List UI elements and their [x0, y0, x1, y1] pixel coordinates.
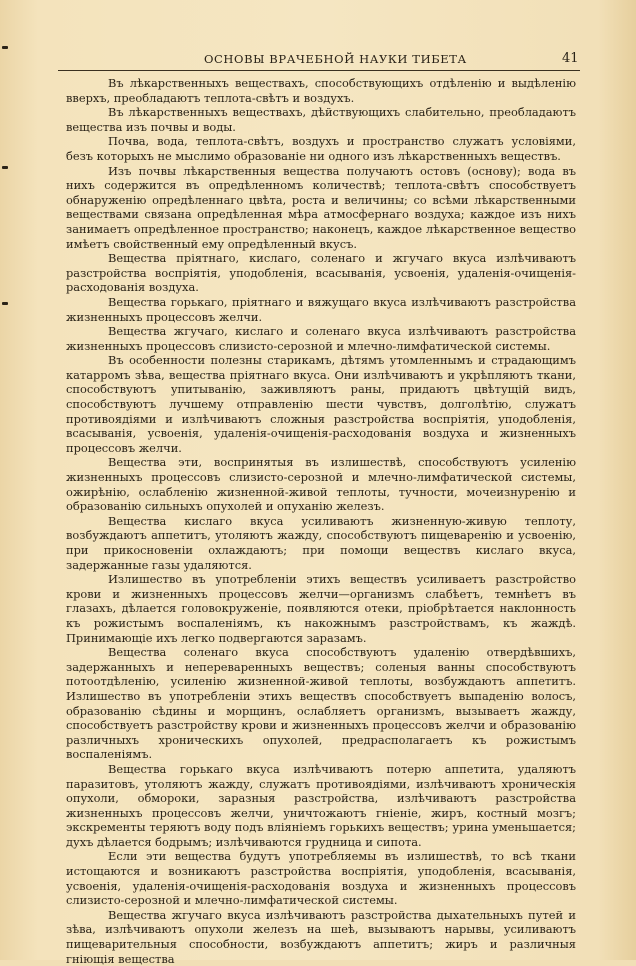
- running-title: ОСНОВЫ ВРАЧЕБНОЙ НАУКИ ТИБЕТА: [204, 52, 467, 66]
- paragraph: Въ лѣкарственныхъ веществахъ, способствующихъ отдѣленію и выдѣленію вверхъ, преобладаютъ теплота-свѣтъ и воздухъ.: [66, 76, 576, 105]
- paragraph: Если эти вещества будутъ употребляемы въ излишествѣ, то всѣ ткани истощаются и возникаютъ разстройства воспріятія, уподобленія, всасыванія, усвоенія, удаленія-очищенія-расходованія воздуха и жизненныхъ процессовъ слизисто-серозной и млечно-лимфатической системы.: [66, 849, 576, 908]
- paragraph: Вещества жгучаго вкуса излѣчиваютъ разстройства дыхательныхъ путей и зѣва, излѣчиваютъ опухоли железъ на шеѣ, вызываютъ нарывы, усиливаютъ пищеварительныя способности, возбуждаютъ аппетитъ; жиръ и различныя гніющія вещества: [66, 907, 576, 966]
- page-number: 41: [562, 51, 579, 66]
- paragraph: Вещества эти, воспринятыя въ излишествѣ, способствуютъ усиленію жизненныхъ процессовъ слизисто-серозной и млечно-лимфатической системы, ожирѣнію, ослабленію жизненной-живой теплоты, тучности, мочеизнуренію и образованію сильныхъ опухолей и опуханію железъ.: [66, 455, 576, 514]
- paragraph: Вещества горькаго, пріятнаго и вяжущаго вкуса излѣчиваютъ разстройства жизненныхъ процессовъ желчи.: [66, 294, 576, 324]
- header-rule: [58, 70, 580, 71]
- paragraph: Излишество въ употребленіи этихъ веществъ усиливаетъ разстройство крови и жизненныхъ процессовъ желчи—организмъ слабѣетъ, темнѣетъ въ глазахъ, дѣлается головокруженіе, появляются отеки, пріобрѣтается наклонность къ рожистымъ воспаленіямъ, къ накожнымъ разстройствамъ, къ жаждѣ. Принимающіе ихъ легко подвергаются заразамъ.: [66, 572, 576, 645]
- paragraph: Вещества кислаго вкуса усиливаютъ жизненную-живую теплоту, возбуждаютъ аппетитъ, утоляютъ жажду, способствуютъ пищеваренію и усвоенію, при прикосновеніи охлаждаютъ; при помощи веществъ кислаго вкуса, задержанные газы удаляются.: [66, 513, 576, 572]
- margin-mark: [2, 166, 8, 169]
- margin-mark: [2, 302, 8, 305]
- paragraph: Вещества соленаго вкуса способствуютъ удаленію отвердѣвшихъ, задержанныхъ и непереваренныхъ веществъ; соленыя ванны способствуютъ потоотдѣленію, усиленію жизненной-живой теплоты, возбуждаютъ аппетитъ. Излишество въ употребленіи этихъ веществъ способствуетъ выпаденію волосъ, образованію сѣдины и морщинъ, ослабляетъ организмъ, вызываетъ жажду, способствуетъ разстройству крови и жизненныхъ процессовъ желчи и образованію различныхъ хроническихъ опухолей, предрасполагаетъ къ рожистымъ воспаленіямъ.: [66, 645, 576, 762]
- running-header: [0, 50, 636, 70]
- paragraph: Вещества пріятнаго, кислаго, соленаго и жгучаго вкуса излѣчиваютъ разстройства воспріятія, уподобленія, всасыванія, усвоенія, удаленія-очищенія-расходованія воздуха.: [66, 251, 576, 295]
- margin-mark: [2, 46, 8, 49]
- paragraph: Почва, вода, теплота-свѣтъ, воздухъ и пространство служатъ условіями, безъ которыхъ не мыслимо образованіе ни одного изъ лѣкарственныхъ веществъ.: [66, 134, 576, 163]
- paragraph: Изъ почвы лѣкарственныя вещества получаютъ остовъ (основу); вода въ нихъ содержится въ опредѣленномъ количествѣ; теплота-свѣтъ способствуетъ обнаруженію опредѣленнаго цвѣта, роста и величины; со всѣми лѣкарственными веществами связана опредѣленная мѣра атмосфернаго воздуха; каждое изъ нихъ занимаетъ опредѣленное пространство; наконецъ, каждое лѣкарственное вещество имѣетъ свойственный ему опредѣленный вкусъ.: [66, 163, 576, 251]
- paragraph: Вещества горькаго вкуса излѣчиваютъ потерю аппетита, удаляютъ паразитовъ, утоляютъ жажду, служатъ противоядіями, излѣчиваютъ хроническія опухоли, обмороки, заразныя разстройства, излѣчиваютъ разстройства жизненныхъ процессовъ желчи, уничтожаютъ гніеніе, жиръ, костный мозгъ; экскременты теряютъ воду подъ вліяніемъ горькихъ веществъ; урина уменьшается; духъ дѣлается бодрымъ; излѣчиваются грудница и сипота.: [66, 761, 576, 849]
- paragraph: Въ особенности полезны старикамъ, дѣтямъ утомленнымъ и страдающимъ катарромъ зѣва, вещества пріятнаго вкуса. Они излѣчиваютъ и укрѣпляютъ ткани, способствуютъ упитыванію, заживляютъ раны, придаютъ цвѣтущій видъ, способствуютъ лучшему отправленію шести чувствъ, долголѣтію, служатъ противоядіями и излѣчиваютъ сложныя разстройства воспріятія, уподобленія, всасыванія, усвоенія, удаленія-очищенія-расходованія воздуха и жизненныхъ процессовъ желчи.: [66, 353, 576, 455]
- body-text: [66, 76, 576, 966]
- paragraph: Вещества жгучаго, кислаго и соленаго вкуса излѣчиваютъ разстройства жизненныхъ процессовъ слизисто-серозной и млечно-лимфатической системы.: [66, 324, 576, 353]
- paragraph: Въ лѣкарственныхъ веществахъ, дѣйствующихъ слабительно, преобладаютъ вещества изъ почвы и воды.: [66, 105, 576, 134]
